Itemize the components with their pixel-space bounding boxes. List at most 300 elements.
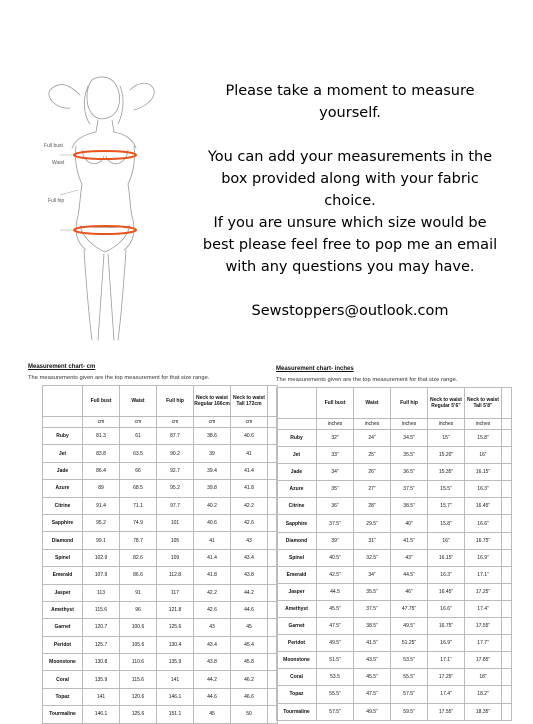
table-body: [277, 388, 512, 721]
chart-title: Measurement chart- cm: [28, 364, 96, 370]
value-cell: 43.5”: [354, 652, 391, 669]
table-row: [43, 497, 278, 514]
value-cell: 17.7”: [465, 635, 502, 652]
value-cell: 16”: [465, 447, 502, 464]
value-cell: 16.45”: [428, 583, 465, 600]
blank-cell: [502, 669, 512, 686]
value-cell: 41.4: [231, 462, 268, 479]
full-bust-label: Full bust: [44, 143, 63, 149]
value-cell: 57.5”: [391, 686, 428, 703]
table-row: [277, 464, 512, 481]
value-cell: 44.2: [231, 584, 268, 601]
instruction-line-1: Please take a moment to measure yourself.: [225, 83, 475, 121]
column-header: Neck to waist Regular 5’6”: [428, 388, 465, 419]
value-cell: 125.6: [157, 619, 194, 636]
value-cell: 15.8”: [428, 515, 465, 532]
unit-cell: cm: [120, 417, 157, 428]
value-cell: 99.1: [83, 532, 120, 549]
column-header: [277, 388, 317, 419]
table-row: [43, 480, 278, 497]
table-row: [277, 686, 512, 703]
value-cell: 16.75”: [428, 618, 465, 635]
value-cell: 141: [157, 671, 194, 688]
chart-title: Measurement chart- inches: [276, 366, 354, 372]
size-name: Moonstone: [43, 654, 83, 671]
blank-cell: [502, 481, 512, 498]
value-cell: 16.15”: [428, 549, 465, 566]
table-row: [277, 652, 512, 669]
size-name: Sapphire: [43, 514, 83, 531]
value-cell: 120.6: [120, 688, 157, 705]
value-cell: 90.2: [157, 445, 194, 462]
value-cell: 35.5”: [354, 583, 391, 600]
table-row: [43, 619, 278, 636]
blank-cell: [502, 498, 512, 515]
value-cell: 42.2: [231, 497, 268, 514]
value-cell: 17.1”: [465, 566, 502, 583]
size-name: Garnet: [277, 618, 317, 635]
size-name: Jade: [277, 464, 317, 481]
value-cell: 39.8: [194, 480, 231, 497]
instruction-line-3: If you are unsure which size would be best please feel free to pop me an email with any questions you may have.: [202, 215, 498, 275]
value-cell: 113: [83, 584, 120, 601]
value-cell: 16.3”: [428, 566, 465, 583]
value-cell: 135.9: [83, 671, 120, 688]
table-row: [277, 583, 512, 600]
value-cell: 16.9”: [465, 549, 502, 566]
value-cell: 146.1: [157, 688, 194, 705]
value-cell: 44.2: [194, 671, 231, 688]
table-row: [43, 514, 278, 531]
value-cell: 100.6: [120, 619, 157, 636]
value-cell: 112.8: [157, 567, 194, 584]
value-cell: 36.5”: [391, 464, 428, 481]
value-cell: 43.4: [231, 549, 268, 566]
size-name: Amethyst: [43, 601, 83, 618]
size-name: Coral: [43, 671, 83, 688]
value-cell: 43.8: [194, 654, 231, 671]
size-name: Coral: [277, 669, 317, 686]
blank-cell: [502, 419, 512, 430]
measurement-table: [276, 387, 512, 721]
value-cell: 17.25”: [465, 583, 502, 600]
value-cell: 40”: [391, 515, 428, 532]
blank-cell: [502, 703, 512, 720]
table-row: [277, 481, 512, 498]
value-cell: 55.5”: [317, 686, 354, 703]
value-cell: 42.6: [194, 601, 231, 618]
value-cell: 130.4: [157, 636, 194, 653]
size-name: Diamond: [43, 532, 83, 549]
size-name: Citrine: [277, 498, 317, 515]
value-cell: 43”: [391, 549, 428, 566]
table-row: [277, 703, 512, 720]
value-cell: 41: [231, 445, 268, 462]
table-row: [277, 430, 512, 447]
value-cell: 16.3”: [465, 481, 502, 498]
blank-cell: [502, 635, 512, 652]
size-name: Jasper: [43, 584, 83, 601]
header-row: [43, 386, 278, 417]
value-cell: 74.9: [120, 514, 157, 531]
value-cell: 45.8: [231, 654, 268, 671]
value-cell: 81.3: [83, 428, 120, 445]
size-name: Jasper: [277, 583, 317, 600]
value-cell: 125.7: [83, 636, 120, 653]
value-cell: 102.9: [83, 549, 120, 566]
value-cell: 50: [231, 706, 268, 723]
value-cell: 39”: [317, 532, 354, 549]
value-cell: 105.6: [120, 636, 157, 653]
value-cell: 18.2”: [465, 686, 502, 703]
value-cell: 16”: [428, 532, 465, 549]
value-cell: 15.7”: [428, 498, 465, 515]
value-cell: 117: [157, 584, 194, 601]
value-cell: 68.5: [120, 480, 157, 497]
value-cell: 35.5”: [391, 447, 428, 464]
column-header: Neck to waist Regular 166cm: [194, 386, 231, 417]
value-cell: 42.2: [194, 584, 231, 601]
value-cell: 49.5”: [354, 703, 391, 720]
blank-cell: [502, 618, 512, 635]
value-cell: 39: [194, 445, 231, 462]
value-cell: 15.20”: [428, 447, 465, 464]
table-body: [43, 386, 278, 724]
value-cell: 107.9: [83, 567, 120, 584]
blank-cell: [502, 566, 512, 583]
unit-cell: inches: [317, 419, 354, 430]
value-cell: 45.5”: [317, 600, 354, 617]
units-row: [43, 417, 278, 428]
value-cell: 16.6”: [465, 515, 502, 532]
size-name: Tourmaline: [277, 703, 317, 720]
table-row: [277, 549, 512, 566]
value-cell: 109: [157, 549, 194, 566]
value-cell: 16.75”: [465, 532, 502, 549]
unit-cell: cm: [231, 417, 268, 428]
value-cell: 57.5”: [317, 703, 354, 720]
instruction-line-2: You can add your measurements in the box provided along with your fabric choice.: [207, 149, 493, 209]
column-header: Waist: [120, 386, 157, 417]
unit-cell: inches: [465, 419, 502, 430]
table-row: [43, 567, 278, 584]
value-cell: 15.5”: [428, 481, 465, 498]
value-cell: 32”: [317, 430, 354, 447]
value-cell: 17.4”: [428, 686, 465, 703]
value-cell: 151.1: [157, 706, 194, 723]
column-header: Full bust: [83, 386, 120, 417]
value-cell: 47.5”: [317, 618, 354, 635]
value-cell: 33”: [317, 447, 354, 464]
value-cell: 46.6: [231, 688, 268, 705]
chart-note: The measurements given are the top measurement for that size range.: [28, 375, 210, 381]
value-cell: 16.45”: [465, 498, 502, 515]
column-header: [43, 386, 83, 417]
size-name: Amethyst: [277, 600, 317, 617]
value-cell: 41.8: [194, 567, 231, 584]
table-row: [277, 515, 512, 532]
value-cell: 44.6: [231, 601, 268, 618]
value-cell: 32.5”: [354, 549, 391, 566]
value-cell: 34”: [354, 566, 391, 583]
value-cell: 40.2: [194, 497, 231, 514]
value-cell: 78.7: [120, 532, 157, 549]
header-row: [277, 388, 512, 419]
value-cell: 95.2: [83, 514, 120, 531]
value-cell: 41.5”: [354, 635, 391, 652]
blank-cell: [502, 686, 512, 703]
value-cell: 53.5: [317, 669, 354, 686]
value-cell: 35”: [317, 481, 354, 498]
column-header: Neck to waist Tall 172cm: [231, 386, 268, 417]
value-cell: 45: [194, 706, 231, 723]
table-row: [277, 600, 512, 617]
value-cell: 45.5”: [354, 669, 391, 686]
size-name: Spinel: [43, 549, 83, 566]
value-cell: 41.5”: [391, 532, 428, 549]
size-name: Moonstone: [277, 652, 317, 669]
measurement-chart-cm: [28, 364, 278, 724]
table-row: [43, 462, 278, 479]
table-row: [277, 669, 512, 686]
value-cell: 41: [194, 532, 231, 549]
measurement-chart-inches: [276, 366, 512, 721]
value-cell: 146.1: [83, 706, 120, 723]
size-name: Garnet: [43, 619, 83, 636]
value-cell: 66: [120, 462, 157, 479]
value-cell: 38.6: [194, 428, 231, 445]
size-name: Jade: [43, 462, 83, 479]
value-cell: 34.5”: [391, 430, 428, 447]
size-name: Sapphire: [277, 515, 317, 532]
value-cell: 125.6: [120, 706, 157, 723]
size-name: Ruby: [43, 428, 83, 445]
value-cell: 105: [157, 532, 194, 549]
unit-cell: inches: [428, 419, 465, 430]
value-cell: 38.5”: [391, 498, 428, 515]
measurement-instructions: [200, 80, 500, 322]
value-cell: 141: [83, 688, 120, 705]
value-cell: 40.6: [231, 428, 268, 445]
size-name: Emerald: [43, 567, 83, 584]
value-cell: 24”: [354, 430, 391, 447]
value-cell: 46.2: [231, 671, 268, 688]
size-name: Spinel: [277, 549, 317, 566]
value-cell: 97.7: [157, 497, 194, 514]
value-cell: 29.5”: [354, 515, 391, 532]
value-cell: 63.5: [120, 445, 157, 462]
size-name: Diamond: [277, 532, 317, 549]
value-cell: 17.1”: [428, 652, 465, 669]
value-cell: 44.6: [194, 688, 231, 705]
value-cell: 16.15”: [465, 464, 502, 481]
value-cell: 47.5”: [354, 686, 391, 703]
value-cell: 53.5”: [391, 652, 428, 669]
column-header: Full bust: [317, 388, 354, 419]
table-row: [277, 498, 512, 515]
value-cell: 41.8: [231, 480, 268, 497]
blank-cell: [502, 652, 512, 669]
value-cell: 37.5”: [354, 600, 391, 617]
value-cell: 26”: [354, 464, 391, 481]
table-row: [43, 445, 278, 462]
body-measurement-illustration: [30, 50, 170, 350]
value-cell: 15.35”: [428, 464, 465, 481]
value-cell: 135.9: [157, 654, 194, 671]
value-cell: 17.55”: [465, 618, 502, 635]
table-row: [277, 635, 512, 652]
unit-cell: cm: [194, 417, 231, 428]
value-cell: 115.6: [83, 601, 120, 618]
value-cell: 27”: [354, 481, 391, 498]
table-row: [277, 618, 512, 635]
value-cell: 42.5”: [317, 566, 354, 583]
value-cell: 86.6: [120, 567, 157, 584]
table-row: [43, 688, 278, 705]
value-cell: 61: [120, 428, 157, 445]
measurement-table: [42, 385, 278, 724]
value-cell: 101: [157, 514, 194, 531]
table-row: [43, 706, 278, 723]
blank-cell: [502, 549, 512, 566]
value-cell: 86.4: [83, 462, 120, 479]
value-cell: 120.7: [83, 619, 120, 636]
value-cell: 87.7: [157, 428, 194, 445]
size-name: Jet: [43, 445, 83, 462]
column-header: Full hip: [157, 386, 194, 417]
value-cell: 121.8: [157, 601, 194, 618]
table-row: [43, 671, 278, 688]
value-cell: 43.4: [194, 636, 231, 653]
value-cell: 47.75”: [391, 600, 428, 617]
value-cell: 45.4: [231, 636, 268, 653]
blank-cell: [502, 532, 512, 549]
value-cell: 46”: [391, 583, 428, 600]
value-cell: 40.6: [194, 514, 231, 531]
value-cell: 15”: [428, 430, 465, 447]
size-name: Topaz: [277, 686, 317, 703]
value-cell: 17.55”: [428, 703, 465, 720]
table-row: [43, 532, 278, 549]
value-cell: 110.6: [120, 654, 157, 671]
value-cell: 17.4”: [465, 600, 502, 617]
blank-cell: [502, 600, 512, 617]
value-cell: 82.6: [120, 549, 157, 566]
unit-cell: [43, 417, 83, 428]
column-header: Neck to waist Tall 5’8”: [465, 388, 502, 419]
table-row: [43, 636, 278, 653]
value-cell: 40.5”: [317, 549, 354, 566]
value-cell: 92.7: [157, 462, 194, 479]
unit-cell: cm: [83, 417, 120, 428]
value-cell: 42.6: [231, 514, 268, 531]
table-row: [277, 532, 512, 549]
value-cell: 59.5”: [391, 703, 428, 720]
value-cell: 25”: [354, 447, 391, 464]
blank-cell: [502, 388, 512, 419]
value-cell: 130.8: [83, 654, 120, 671]
blank-cell: [502, 447, 512, 464]
value-cell: 38.5”: [354, 618, 391, 635]
table-row: [43, 549, 278, 566]
size-name: Azure: [43, 480, 83, 497]
value-cell: 43: [231, 532, 268, 549]
value-cell: 17.25”: [428, 669, 465, 686]
value-cell: 51.25”: [391, 635, 428, 652]
unit-cell: cm: [157, 417, 194, 428]
blank-cell: [502, 430, 512, 447]
value-cell: 43: [194, 619, 231, 636]
value-cell: 91: [120, 584, 157, 601]
value-cell: 18.35”: [465, 703, 502, 720]
value-cell: 49.5”: [317, 635, 354, 652]
table-row: [277, 566, 512, 583]
value-cell: 28”: [354, 498, 391, 515]
value-cell: 55.5”: [391, 669, 428, 686]
value-cell: 16.6”: [428, 600, 465, 617]
table-row: [43, 584, 278, 601]
value-cell: 37.5”: [391, 481, 428, 498]
value-cell: 91.4: [83, 497, 120, 514]
units-row: [277, 419, 512, 430]
blank-cell: [502, 583, 512, 600]
value-cell: 51.5”: [317, 652, 354, 669]
value-cell: 95.2: [157, 480, 194, 497]
value-cell: 83.8: [83, 445, 120, 462]
value-cell: 44.5: [317, 583, 354, 600]
value-cell: 37.5”: [317, 515, 354, 532]
value-cell: 44.5”: [391, 566, 428, 583]
value-cell: 45: [231, 619, 268, 636]
value-cell: 36”: [317, 498, 354, 515]
size-name: Ruby: [277, 430, 317, 447]
value-cell: 89: [83, 480, 120, 497]
size-name: Jet: [277, 447, 317, 464]
column-header: Waist: [354, 388, 391, 419]
value-cell: 18”: [465, 669, 502, 686]
value-cell: 115.6: [120, 671, 157, 688]
value-cell: 43.8: [231, 567, 268, 584]
size-name: Citrine: [43, 497, 83, 514]
value-cell: 34”: [317, 464, 354, 481]
chart-note: The measurements given are the top measurement for that size range.: [276, 377, 458, 383]
value-cell: 96: [120, 601, 157, 618]
value-cell: 17.85”: [465, 652, 502, 669]
table-row: [43, 654, 278, 671]
value-cell: 41.4: [194, 549, 231, 566]
size-name: Peridot: [43, 636, 83, 653]
unit-cell: [277, 419, 317, 430]
waist-label: Waist: [52, 160, 65, 166]
size-name: Topaz: [43, 688, 83, 705]
value-cell: 31”: [354, 532, 391, 549]
unit-cell: inches: [354, 419, 391, 430]
value-cell: 71.1: [120, 497, 157, 514]
size-name: Peridot: [277, 635, 317, 652]
size-name: Azure: [277, 481, 317, 498]
size-name: Emerald: [277, 566, 317, 583]
unit-cell: inches: [391, 419, 428, 430]
size-name: Tourmaline: [43, 706, 83, 723]
blank-cell: [502, 464, 512, 481]
blank-cell: [502, 515, 512, 532]
table-row: [43, 428, 278, 445]
value-cell: 49.5”: [391, 618, 428, 635]
table-row: [43, 601, 278, 618]
value-cell: 16.9”: [428, 635, 465, 652]
contact-email[interactable]: Sewstoppers@outlook.com: [251, 303, 449, 319]
table-row: [277, 447, 512, 464]
